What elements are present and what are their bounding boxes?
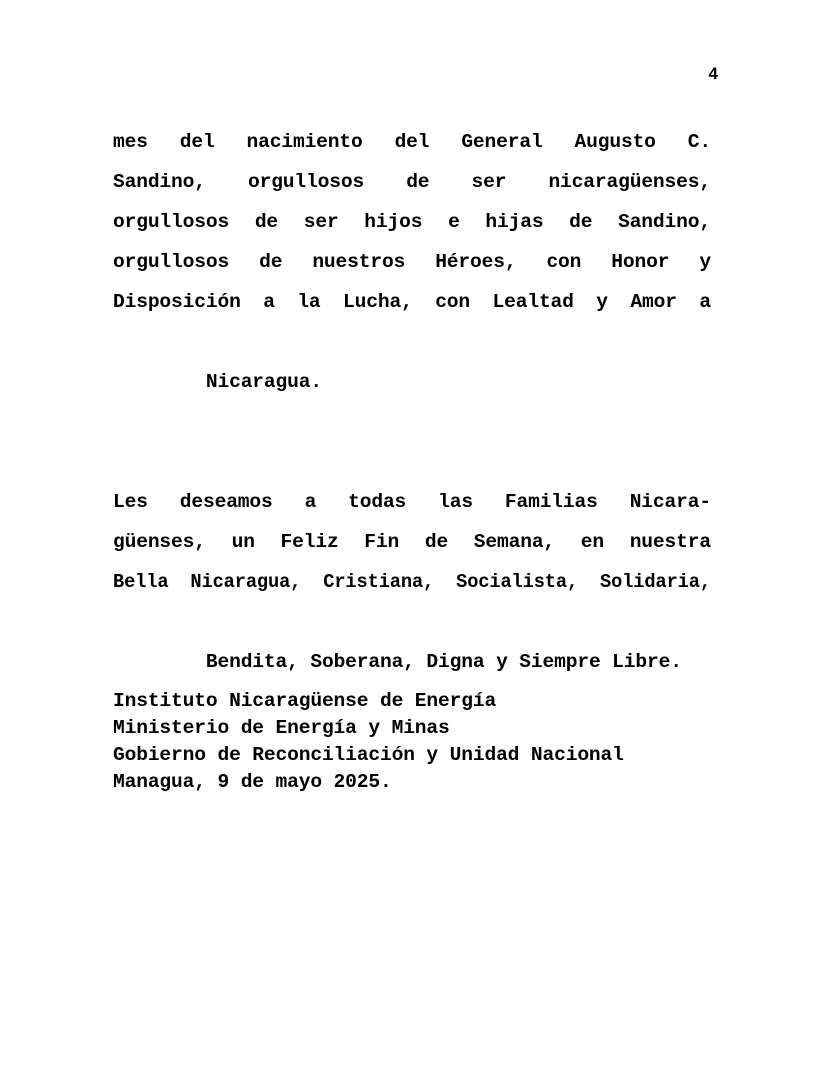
- paragraph-second: [113, 482, 711, 722]
- signature-line-government: Gobierno de Reconciliación y Unidad Nacional: [113, 744, 624, 766]
- word: Cristiana,: [323, 571, 435, 593]
- word: ser: [303, 211, 339, 233]
- word: del: [394, 131, 430, 153]
- word: Solidaria,: [600, 571, 711, 593]
- text-line: [113, 562, 711, 602]
- word: Bendita, Soberana, Digna y Siempre Libre.: [205, 651, 682, 673]
- text-line: [113, 122, 711, 162]
- word: orgullosos: [247, 171, 365, 193]
- word: Lealtad: [492, 291, 574, 313]
- word: e: [448, 211, 460, 233]
- word: nacimiento: [246, 131, 363, 153]
- word: Lucha,: [343, 291, 413, 313]
- word: Bella: [113, 571, 169, 593]
- word: ser: [471, 171, 507, 193]
- text-line: [113, 242, 711, 282]
- word: del: [179, 131, 215, 153]
- word: la: [297, 291, 321, 313]
- word: de: [254, 211, 279, 233]
- word: de: [569, 211, 593, 233]
- word: con: [546, 251, 582, 273]
- word: nuestra: [629, 531, 711, 553]
- word: Amor: [630, 291, 677, 313]
- word: de: [259, 251, 283, 273]
- word: a: [263, 291, 275, 313]
- word: Familias: [504, 491, 598, 513]
- word: de: [424, 531, 449, 553]
- text-line: [113, 282, 711, 322]
- signature-line-ministry: Ministerio de Energía y Minas: [113, 717, 450, 739]
- word: Héroes,: [435, 251, 517, 273]
- word: con: [435, 291, 471, 313]
- word: y: [596, 291, 608, 313]
- word: General: [461, 131, 543, 153]
- word: Nicara-: [629, 491, 711, 513]
- word: orgullosos: [113, 211, 230, 233]
- dateline: Managua, 9 de mayo 2025.: [113, 771, 392, 793]
- word: nuestros: [312, 251, 406, 273]
- text-line: [113, 322, 711, 442]
- word: y: [699, 251, 711, 273]
- word: hijas: [485, 211, 544, 233]
- word: Augusto: [574, 131, 656, 153]
- word: Nicaragua,: [190, 571, 302, 593]
- text-line: [113, 482, 711, 522]
- word: Semana,: [473, 531, 556, 553]
- word: a: [304, 491, 317, 513]
- word: Disposición: [113, 291, 241, 313]
- word: Sandino,: [618, 211, 711, 233]
- word: Nicaragua.: [205, 371, 322, 393]
- text-line: [113, 162, 711, 202]
- page-number: 4: [708, 64, 718, 83]
- paragraph-spacer: [113, 442, 711, 482]
- word: güenses,: [113, 531, 206, 553]
- word: un: [231, 531, 255, 553]
- signature-block: [113, 688, 624, 769]
- word: orgullosos: [113, 251, 230, 273]
- word: las: [438, 491, 473, 513]
- word: hijos: [364, 211, 423, 233]
- word: mes: [113, 131, 148, 153]
- text-line: [113, 522, 711, 562]
- paragraph-first: [113, 122, 711, 442]
- word: Les: [113, 491, 148, 513]
- word: de: [406, 171, 430, 193]
- word: Honor: [611, 251, 670, 273]
- word: Fin: [364, 531, 400, 553]
- word: Socialista,: [456, 571, 579, 593]
- word: Feliz: [280, 531, 339, 553]
- word: todas: [348, 491, 407, 513]
- word: en: [580, 531, 604, 553]
- word: Sandino,: [113, 171, 206, 193]
- text-line: [113, 202, 711, 242]
- word: nicaragüenses,: [548, 171, 711, 193]
- word: C.: [687, 131, 711, 153]
- word: deseamos: [179, 491, 273, 513]
- signature-line-institute: Instituto Nicaragüense de Energía: [113, 690, 497, 712]
- word: a: [699, 291, 711, 313]
